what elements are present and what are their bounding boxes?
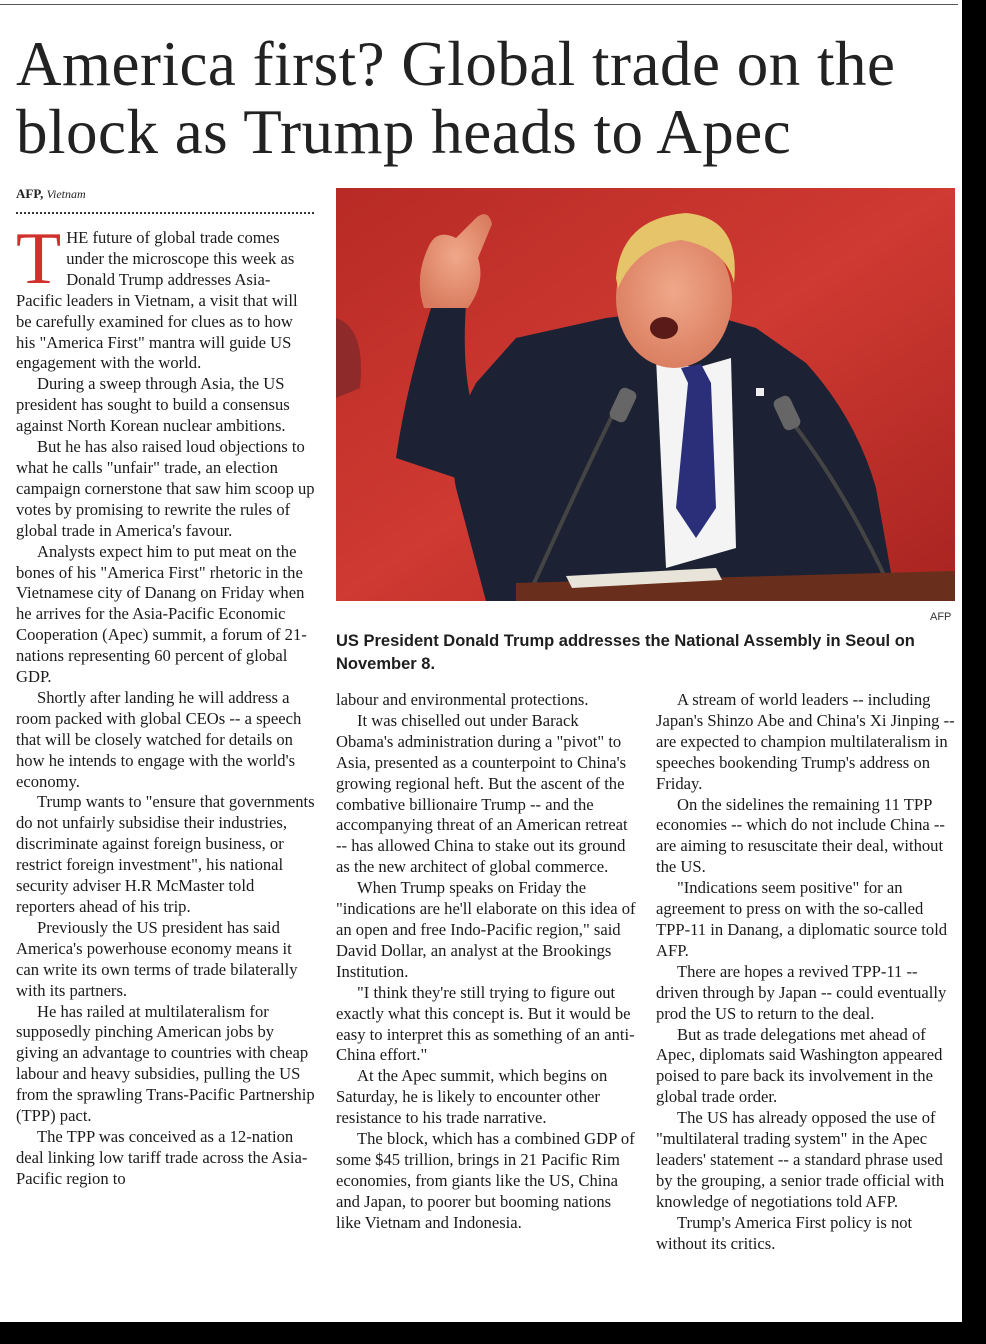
paragraph (16, 218, 316, 374)
paragraph: There are hopes a revived TPP-11 -- driven through by Japan -- could eventually prod the US to return to the deal. (656, 961, 947, 1023)
drop-cap: T (16, 218, 62, 300)
paragraph: "Indications seem positive" for an agreement to press on with the so-called TPP-11 in Danang, a diplomatic source told AFP. (656, 878, 948, 960)
paragraph: The US has already opposed the use of "multilateral trading system" in the Apec leaders' statement -- a standard phrase used by the grouping, a senior trade official with knowledge of negotiations told AFP. (656, 1108, 945, 1211)
paragraph: He has railed at multilateralism for supposedly pinching American jobs by giving an advantage to countries with cheap labour and heavy subsidies, pulling the US from the sprawling Trans-Pacific Partnership (TPP) pact. (16, 1001, 315, 1126)
paragraph: But he has also raised loud objections to what he calls "unfair" trade, an election campaign cornerstone that saw him scoop up votes by promising to rewrite the rules of global trade in America's favour. (16, 437, 315, 540)
article-column-2 (336, 690, 636, 1234)
paragraph: During a sweep through Asia, the US president has sought to build a consensus against North Korean nuclear ambitions. (16, 374, 290, 436)
photo-caption: US President Donald Trump addresses the National Assembly in Seoul on November 8. (336, 632, 915, 673)
paragraph: The TPP was conceived as a 12-nation deal linking low tariff trade across the Asia-Pacific region to (16, 1126, 308, 1188)
paragraph: Trump's America First policy is not without its critics. (656, 1212, 913, 1253)
byline-agency: AFP, (16, 186, 44, 201)
paragraph: The block, which has a combined GDP of some $45 trillion, brings in 21 Pacific Rim economies, from giants like the US, China and Japan, to poorer but booming nations like Vietnam and Indonesia. (336, 1129, 635, 1232)
article-column-3 (656, 690, 956, 1254)
headline: America first? Global trade on the block as Trump heads to Apec (16, 29, 896, 167)
photo-credit: AFP (930, 611, 952, 623)
paragraph-text: HE future of global trade comes under the microscope this week as Donald Trump addresses Asia-Pacific leaders in Vietnam, a visit that will be carefully examined for clues as to how his "America First" mantra will guide US engagement with the world. (16, 228, 298, 373)
paragraph: Shortly after landing he will address a room packed with global CEOs -- a speech that will be closely watched for details on how he intends to engage with the world's economy. (16, 687, 302, 791)
paragraph: labour and environmental protections. (336, 690, 589, 709)
paragraph: It was chiselled out under Barack Obama's administration during a "pivot" to Asia, presented as a counterpoint to China's growing regional heft. But the ascent of the combative billionaire Trump -- and the accompanying threat of an American retreat -- has allowed China to stake out its ground as the new architect of global commerce. (336, 710, 628, 877)
article-column-1 (16, 218, 316, 1190)
byline (16, 186, 86, 202)
paragraph: At the Apec summit, which begins on Saturday, he is likely to encounter other resistance to his trade narrative. (336, 1066, 608, 1128)
news-photo (336, 188, 955, 601)
paragraph: But as trade delegations met ahead of Apec, diplomats said Washington appeared poised to pare back its involvement in the global trade order. (656, 1024, 943, 1107)
paragraph: When Trump speaks on Friday the "indications are he'll elaborate on this idea of an open and free Indo-Pacific region," said David Dollar, an analyst at the Brookings Institution. (336, 878, 636, 981)
trump-speaking-illustration (336, 188, 955, 601)
paragraph: "I think they're still trying to figure out exactly what this concept is. But it would be easy to interpret this as something of an anti-China effort." (336, 982, 635, 1065)
dotted-divider (16, 212, 314, 214)
paragraph: A stream of world leaders -- including Japan's Shinzo Abe and China's Xi Jinping -- are expected to champion multilateralism in speeches bookending Trump's address on Friday. (656, 690, 955, 793)
paragraph: Analysts expect him to put meat on the bones of his "America First" rhetoric in the Vietnamese city of Danang on Friday when he arrives for the Asia-Pacific Economic Cooperation (Apec) summit, a forum of 21-nations representing 60 percent of global GDP. (16, 541, 307, 687)
top-rule (0, 4, 958, 5)
paragraph: Trump wants to "ensure that governments do not unfairly subsidise their industries, discriminate against foreign business, or restrict foreign investment", his national security adviser H.R McMaster told reporters ahead of his trip. (16, 792, 315, 916)
byline-location: Vietnam (46, 187, 86, 201)
paragraph: Previously the US president has said America's powerhouse economy means it can write its own terms of trade bilaterally with its partners. (16, 917, 298, 1000)
paragraph: On the sidelines the remaining 11 TPP economies -- which do not include China -- are aiming to resuscitate their deal, without the US. (656, 794, 945, 877)
